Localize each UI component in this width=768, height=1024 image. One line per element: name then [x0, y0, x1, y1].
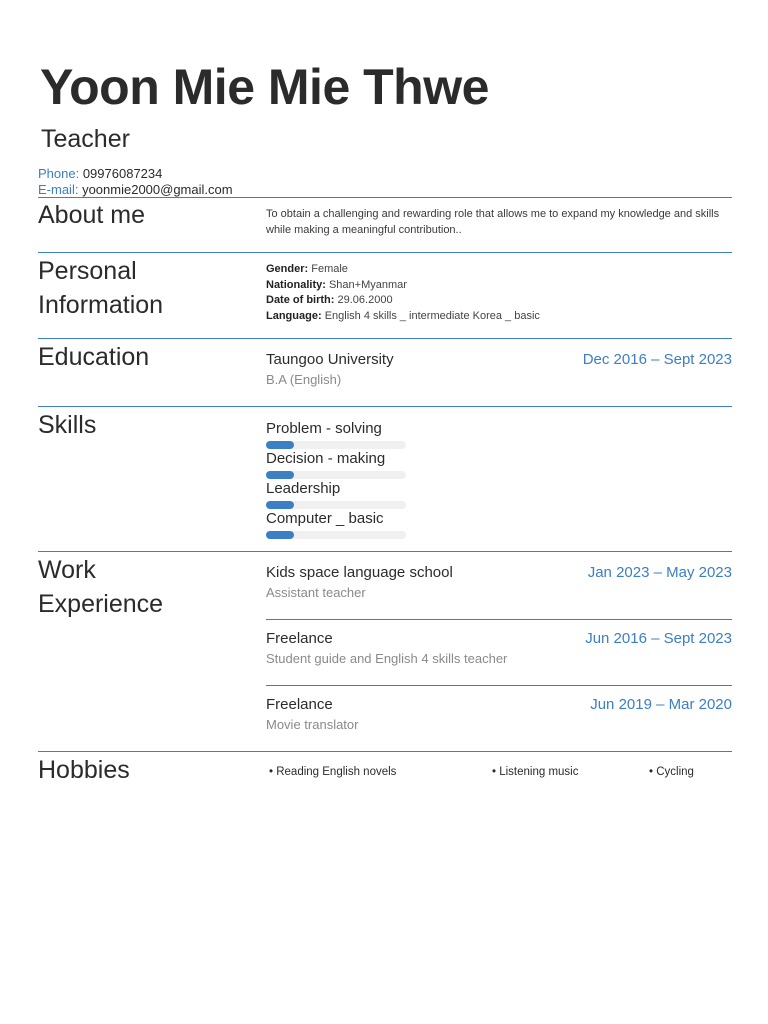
skill-item [266, 480, 406, 509]
nationality-label: Nationality: [266, 278, 326, 291]
skill-bar [266, 531, 406, 539]
email-value: yoonmie2000@gmail.com [82, 182, 233, 197]
phone-line [38, 166, 162, 181]
email-line [38, 182, 233, 197]
job-dates: Jun 2016 – Sept 2023 [585, 630, 732, 647]
skills-title: Skills [38, 411, 97, 439]
job-title: Teacher [41, 125, 130, 153]
skill-bar [266, 471, 406, 479]
dob-row [266, 293, 736, 309]
candidate-name: Yoon Mie Mie Thwe [40, 59, 489, 115]
gender-label: Gender: [266, 263, 309, 275]
divider [38, 338, 732, 339]
personal-details [266, 262, 736, 324]
hobby-item: • Cycling [649, 766, 694, 778]
about-title: About me [38, 201, 146, 229]
hobbies-title: Hobbies [38, 756, 130, 784]
divider [266, 619, 732, 620]
divider [38, 551, 732, 552]
nationality-row [266, 278, 736, 294]
skill-bar-fill [266, 441, 294, 449]
skill-label: Computer _ basic [266, 510, 384, 527]
skill-item [266, 510, 406, 539]
education-school: Taungoo University [266, 351, 394, 368]
gender-value: Female [311, 263, 348, 275]
skill-item [266, 450, 406, 479]
work-title-line2: Experience [38, 590, 164, 618]
job-position: Assistant teacher [266, 585, 366, 600]
dob-label: Date of birth: [266, 294, 335, 306]
job-employer: Freelance [266, 696, 333, 713]
job-dates: Jan 2023 – May 2023 [587, 564, 732, 581]
work-title [38, 553, 163, 621]
language-row [266, 309, 736, 325]
gender-row [266, 262, 736, 278]
work-title-line1: Work [38, 556, 96, 584]
divider [38, 751, 732, 752]
divider [266, 685, 732, 686]
skill-bar [266, 501, 406, 509]
dob-value: 29.06.2000 [337, 294, 393, 306]
job-position: Student guide and English 4 skills teacher [266, 651, 508, 666]
education-dates: Dec 2016 – Sept 2023 [582, 351, 732, 368]
skill-item [266, 420, 406, 449]
job-employer: Kids space language school [266, 564, 453, 581]
divider [38, 252, 732, 253]
divider [38, 406, 732, 407]
about-text: To obtain a challenging and rewarding role that allows me to expand my knowledge and skills while making a meaningful contribution.. [266, 208, 720, 236]
hobby-item: • Listening music [492, 766, 579, 778]
personal-title-line1: Personal [38, 257, 137, 285]
email-label: E-mail: [38, 182, 79, 197]
skill-label: Problem - solving [266, 420, 382, 437]
phone-value: 09976087234 [82, 166, 163, 181]
language-value: English 4 skills _ intermediate Korea _ basic [324, 309, 540, 322]
skill-label: Decision - making [266, 450, 386, 467]
job-dates: Jun 2019 – Mar 2020 [590, 696, 732, 713]
personal-title [38, 254, 163, 322]
nationality-value: Shan+Myanmar [328, 278, 407, 291]
job-position: Movie translator [266, 717, 359, 732]
skill-bar [266, 441, 406, 449]
hobby-item: • Reading English novels [269, 766, 397, 778]
skill-bar-fill [266, 501, 294, 509]
skill-label: Leadership [266, 480, 341, 497]
skill-bar-fill [266, 471, 294, 479]
skill-bar-fill [266, 531, 294, 539]
education-degree: B.A (English) [266, 372, 342, 387]
personal-title-line2: Information [38, 291, 164, 319]
phone-label: Phone: [38, 166, 80, 181]
job-employer: Freelance [266, 630, 333, 647]
language-label: Language: [266, 309, 322, 322]
education-title: Education [38, 343, 150, 371]
